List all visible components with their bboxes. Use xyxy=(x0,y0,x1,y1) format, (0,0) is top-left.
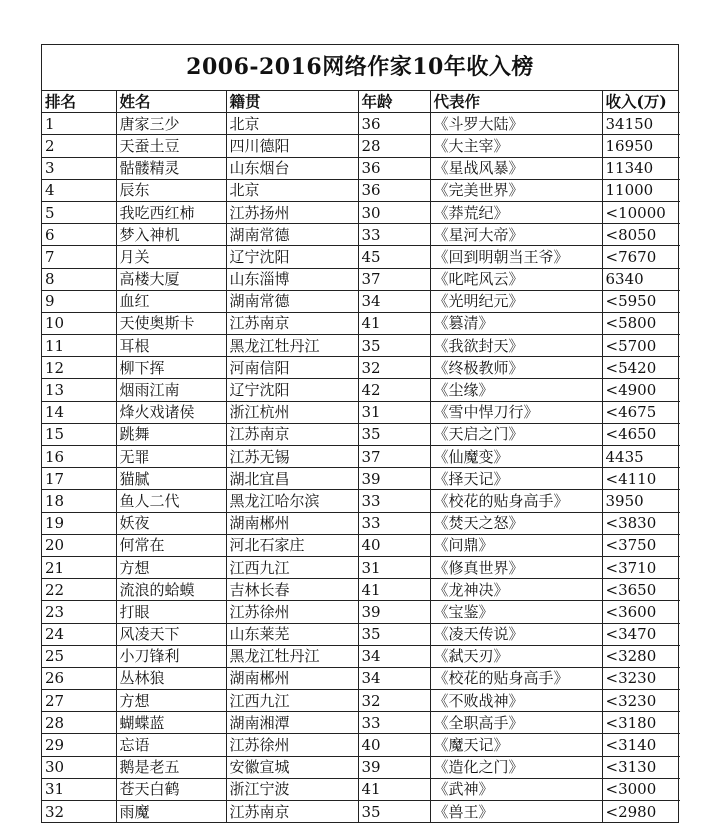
cell-age: 35 xyxy=(358,423,430,445)
cell-age: 36 xyxy=(358,157,430,179)
table-row xyxy=(42,623,680,645)
cell-work: 《叱咤风云》 xyxy=(430,268,602,290)
cell-rank: 19 xyxy=(42,512,116,534)
cell-rank: 26 xyxy=(42,667,116,689)
cell-work: 《问鼎》 xyxy=(430,534,602,556)
cell-name: 梦入神机 xyxy=(116,224,226,246)
cell-name: 天蚕土豆 xyxy=(116,135,226,157)
cell-origin: 江苏无锡 xyxy=(226,446,358,468)
cell-income: <3470 xyxy=(602,623,680,645)
cell-rank: 9 xyxy=(42,290,116,312)
cell-income: 4435 xyxy=(602,446,680,468)
cell-name: 丛林狼 xyxy=(116,667,226,689)
table-row xyxy=(42,135,680,157)
cell-work: 《仙魔变》 xyxy=(430,446,602,468)
cell-income: <4900 xyxy=(602,379,680,401)
table-row xyxy=(42,579,680,601)
cell-origin: 江西九江 xyxy=(226,556,358,578)
cell-origin: 安徽宣城 xyxy=(226,756,358,778)
cell-income: <8050 xyxy=(602,224,680,246)
cell-income: 6340 xyxy=(602,268,680,290)
cell-income: <3750 xyxy=(602,534,680,556)
cell-work: 《宝鉴》 xyxy=(430,601,602,623)
cell-income: 16950 xyxy=(602,135,680,157)
cell-name: 风凌天下 xyxy=(116,623,226,645)
cell-income: <3000 xyxy=(602,778,680,800)
cell-income: <4110 xyxy=(602,468,680,490)
cell-origin: 辽宁沈阳 xyxy=(226,379,358,401)
cell-work: 《莽荒纪》 xyxy=(430,201,602,223)
cell-rank: 14 xyxy=(42,401,116,423)
cell-origin: 山东淄博 xyxy=(226,268,358,290)
table-row xyxy=(42,401,680,423)
cell-work: 《雪中悍刀行》 xyxy=(430,401,602,423)
cell-rank: 27 xyxy=(42,690,116,712)
cell-rank: 8 xyxy=(42,268,116,290)
cell-work: 《焚天之怒》 xyxy=(430,512,602,534)
cell-origin: 河南信阳 xyxy=(226,357,358,379)
cell-origin: 江苏南京 xyxy=(226,423,358,445)
table-row xyxy=(42,446,680,468)
cell-rank: 21 xyxy=(42,556,116,578)
cell-work: 《择天记》 xyxy=(430,468,602,490)
cell-income: <7670 xyxy=(602,246,680,268)
cell-age: 36 xyxy=(358,179,430,201)
cell-age: 35 xyxy=(358,801,430,823)
cell-origin: 辽宁沈阳 xyxy=(226,246,358,268)
cell-income: 3950 xyxy=(602,490,680,512)
cell-rank: 25 xyxy=(42,645,116,667)
cell-age: 31 xyxy=(358,401,430,423)
cell-rank: 10 xyxy=(42,312,116,334)
cell-name: 骷髅精灵 xyxy=(116,157,226,179)
cell-age: 45 xyxy=(358,246,430,268)
cell-rank: 31 xyxy=(42,778,116,800)
cell-age: 33 xyxy=(358,224,430,246)
cell-age: 42 xyxy=(358,379,430,401)
cell-work: 《全职高手》 xyxy=(430,712,602,734)
cell-age: 31 xyxy=(358,556,430,578)
table-row xyxy=(42,556,680,578)
cell-rank: 24 xyxy=(42,623,116,645)
cell-income: <10000 xyxy=(602,201,680,223)
cell-origin: 黑龙江牡丹江 xyxy=(226,335,358,357)
cell-age: 37 xyxy=(358,446,430,468)
cell-origin: 湖南郴州 xyxy=(226,667,358,689)
cell-age: 35 xyxy=(358,623,430,645)
table-row xyxy=(42,778,680,800)
cell-age: 28 xyxy=(358,135,430,157)
header-work: 代表作 xyxy=(430,91,602,113)
cell-work: 《修真世界》 xyxy=(430,556,602,578)
cell-name: 柳下挥 xyxy=(116,357,226,379)
cell-work: 《天启之门》 xyxy=(430,423,602,445)
cell-origin: 湖南常德 xyxy=(226,224,358,246)
cell-origin: 湖南郴州 xyxy=(226,512,358,534)
cell-income: <4650 xyxy=(602,423,680,445)
cell-name: 烟雨江南 xyxy=(116,379,226,401)
cell-name: 我吃西红柿 xyxy=(116,201,226,223)
cell-rank: 22 xyxy=(42,579,116,601)
table-row xyxy=(42,357,680,379)
table-row xyxy=(42,335,680,357)
cell-name: 何常在 xyxy=(116,534,226,556)
cell-origin: 北京 xyxy=(226,113,358,135)
header-income: 收入(万) xyxy=(602,91,680,113)
cell-work: 《光明纪元》 xyxy=(430,290,602,312)
income-ranking-sheet xyxy=(41,44,679,823)
table-row xyxy=(42,601,680,623)
cell-age: 39 xyxy=(358,756,430,778)
cell-rank: 4 xyxy=(42,179,116,201)
cell-age: 41 xyxy=(358,778,430,800)
cell-age: 34 xyxy=(358,290,430,312)
cell-income: <3140 xyxy=(602,734,680,756)
cell-name: 流浪的蛤蟆 xyxy=(116,579,226,601)
cell-work: 《完美世界》 xyxy=(430,179,602,201)
cell-name: 唐家三少 xyxy=(116,113,226,135)
cell-income: 34150 xyxy=(602,113,680,135)
cell-work: 《大主宰》 xyxy=(430,135,602,157)
cell-origin: 吉林长春 xyxy=(226,579,358,601)
cell-rank: 30 xyxy=(42,756,116,778)
cell-origin: 河北石家庄 xyxy=(226,534,358,556)
cell-origin: 湖南常德 xyxy=(226,290,358,312)
cell-age: 40 xyxy=(358,534,430,556)
table-row xyxy=(42,512,680,534)
cell-name: 方想 xyxy=(116,556,226,578)
table-row xyxy=(42,645,680,667)
cell-age: 34 xyxy=(358,667,430,689)
cell-name: 鱼人二代 xyxy=(116,490,226,512)
cell-rank: 18 xyxy=(42,490,116,512)
cell-income: <5700 xyxy=(602,335,680,357)
cell-origin: 江西九江 xyxy=(226,690,358,712)
table-row xyxy=(42,734,680,756)
cell-age: 32 xyxy=(358,690,430,712)
cell-income: <4675 xyxy=(602,401,680,423)
cell-name: 苍天白鹤 xyxy=(116,778,226,800)
table-row xyxy=(42,667,680,689)
cell-work: 《兽王》 xyxy=(430,801,602,823)
cell-income: <3280 xyxy=(602,645,680,667)
table-row xyxy=(42,201,680,223)
cell-name: 烽火戏诸侯 xyxy=(116,401,226,423)
ranking-table xyxy=(42,91,680,822)
cell-name: 跳舞 xyxy=(116,423,226,445)
cell-origin: 黑龙江哈尔滨 xyxy=(226,490,358,512)
cell-work: 《星河大帝》 xyxy=(430,224,602,246)
header-origin: 籍贯 xyxy=(226,91,358,113)
cell-origin: 山东莱芜 xyxy=(226,623,358,645)
cell-rank: 12 xyxy=(42,357,116,379)
cell-name: 雨魔 xyxy=(116,801,226,823)
cell-rank: 15 xyxy=(42,423,116,445)
table-row xyxy=(42,490,680,512)
cell-income: <3230 xyxy=(602,690,680,712)
cell-income: <3710 xyxy=(602,556,680,578)
cell-income: <2980 xyxy=(602,801,680,823)
header-rank: 排名 xyxy=(42,91,116,113)
cell-origin: 湖南湘潭 xyxy=(226,712,358,734)
cell-origin: 北京 xyxy=(226,179,358,201)
cell-rank: 17 xyxy=(42,468,116,490)
cell-income: <3180 xyxy=(602,712,680,734)
table-row xyxy=(42,246,680,268)
table-row xyxy=(42,801,680,823)
cell-age: 30 xyxy=(358,201,430,223)
cell-origin: 浙江宁波 xyxy=(226,778,358,800)
cell-name: 血红 xyxy=(116,290,226,312)
cell-age: 37 xyxy=(358,268,430,290)
cell-name: 小刀锋利 xyxy=(116,645,226,667)
cell-origin: 江苏南京 xyxy=(226,801,358,823)
table-row xyxy=(42,179,680,201)
cell-income: <3830 xyxy=(602,512,680,534)
cell-rank: 3 xyxy=(42,157,116,179)
table-row xyxy=(42,268,680,290)
table-row xyxy=(42,690,680,712)
cell-income: <3650 xyxy=(602,579,680,601)
cell-rank: 20 xyxy=(42,534,116,556)
cell-name: 忘语 xyxy=(116,734,226,756)
cell-work: 《回到明朝当王爷》 xyxy=(430,246,602,268)
cell-age: 34 xyxy=(358,645,430,667)
cell-name: 无罪 xyxy=(116,446,226,468)
cell-origin: 浙江杭州 xyxy=(226,401,358,423)
cell-rank: 11 xyxy=(42,335,116,357)
cell-origin: 山东烟台 xyxy=(226,157,358,179)
cell-work: 《凌天传说》 xyxy=(430,623,602,645)
cell-origin: 江苏南京 xyxy=(226,312,358,334)
cell-name: 猫腻 xyxy=(116,468,226,490)
cell-rank: 23 xyxy=(42,601,116,623)
cell-work: 《终极教师》 xyxy=(430,357,602,379)
cell-age: 32 xyxy=(358,357,430,379)
cell-name: 鹅是老五 xyxy=(116,756,226,778)
cell-origin: 江苏徐州 xyxy=(226,734,358,756)
cell-rank: 28 xyxy=(42,712,116,734)
cell-name: 方想 xyxy=(116,690,226,712)
cell-rank: 32 xyxy=(42,801,116,823)
cell-origin: 黑龙江牡丹江 xyxy=(226,645,358,667)
cell-income: 11000 xyxy=(602,179,680,201)
cell-work: 《魔天记》 xyxy=(430,734,602,756)
cell-work: 《尘缘》 xyxy=(430,379,602,401)
cell-work: 《我欲封天》 xyxy=(430,335,602,357)
cell-age: 41 xyxy=(358,579,430,601)
table-row xyxy=(42,224,680,246)
cell-rank: 7 xyxy=(42,246,116,268)
cell-income: <3230 xyxy=(602,667,680,689)
cell-income: <5420 xyxy=(602,357,680,379)
table-row xyxy=(42,534,680,556)
cell-name: 蝴蝶蓝 xyxy=(116,712,226,734)
cell-income: <3600 xyxy=(602,601,680,623)
cell-name: 月关 xyxy=(116,246,226,268)
cell-rank: 29 xyxy=(42,734,116,756)
cell-work: 《校花的贴身高手》 xyxy=(430,490,602,512)
table-row xyxy=(42,113,680,135)
cell-name: 耳根 xyxy=(116,335,226,357)
cell-rank: 2 xyxy=(42,135,116,157)
cell-origin: 江苏扬州 xyxy=(226,201,358,223)
header-row xyxy=(42,91,680,113)
cell-work: 《斗罗大陆》 xyxy=(430,113,602,135)
table-row xyxy=(42,423,680,445)
cell-name: 妖夜 xyxy=(116,512,226,534)
cell-age: 33 xyxy=(358,512,430,534)
cell-income: 11340 xyxy=(602,157,680,179)
cell-work: 《武神》 xyxy=(430,778,602,800)
cell-age: 36 xyxy=(358,113,430,135)
cell-name: 高楼大厦 xyxy=(116,268,226,290)
cell-age: 33 xyxy=(358,490,430,512)
cell-work: 《校花的贴身高手》 xyxy=(430,667,602,689)
header-age: 年龄 xyxy=(358,91,430,113)
cell-work: 《星战风暴》 xyxy=(430,157,602,179)
cell-origin: 湖北宜昌 xyxy=(226,468,358,490)
cell-rank: 1 xyxy=(42,113,116,135)
cell-age: 39 xyxy=(358,468,430,490)
cell-age: 35 xyxy=(358,335,430,357)
table-row xyxy=(42,379,680,401)
header-name: 姓名 xyxy=(116,91,226,113)
table-row xyxy=(42,756,680,778)
table-title: 2006-2016网络作家10年收入榜 xyxy=(42,45,678,91)
cell-origin: 四川德阳 xyxy=(226,135,358,157)
cell-work: 《篡清》 xyxy=(430,312,602,334)
cell-age: 33 xyxy=(358,712,430,734)
cell-work: 《弑天刃》 xyxy=(430,645,602,667)
cell-age: 40 xyxy=(358,734,430,756)
cell-name: 打眼 xyxy=(116,601,226,623)
cell-rank: 16 xyxy=(42,446,116,468)
cell-rank: 5 xyxy=(42,201,116,223)
cell-income: <3130 xyxy=(602,756,680,778)
table-row xyxy=(42,312,680,334)
cell-rank: 13 xyxy=(42,379,116,401)
table-row xyxy=(42,157,680,179)
table-row xyxy=(42,290,680,312)
cell-name: 天使奥斯卡 xyxy=(116,312,226,334)
cell-origin: 江苏徐州 xyxy=(226,601,358,623)
cell-work: 《造化之门》 xyxy=(430,756,602,778)
cell-age: 41 xyxy=(358,312,430,334)
cell-work: 《龙神决》 xyxy=(430,579,602,601)
table-row xyxy=(42,712,680,734)
cell-rank: 6 xyxy=(42,224,116,246)
cell-name: 辰东 xyxy=(116,179,226,201)
cell-age: 39 xyxy=(358,601,430,623)
cell-income: <5800 xyxy=(602,312,680,334)
cell-income: <5950 xyxy=(602,290,680,312)
table-body xyxy=(42,113,680,823)
cell-work: 《不败战神》 xyxy=(430,690,602,712)
table-row xyxy=(42,468,680,490)
